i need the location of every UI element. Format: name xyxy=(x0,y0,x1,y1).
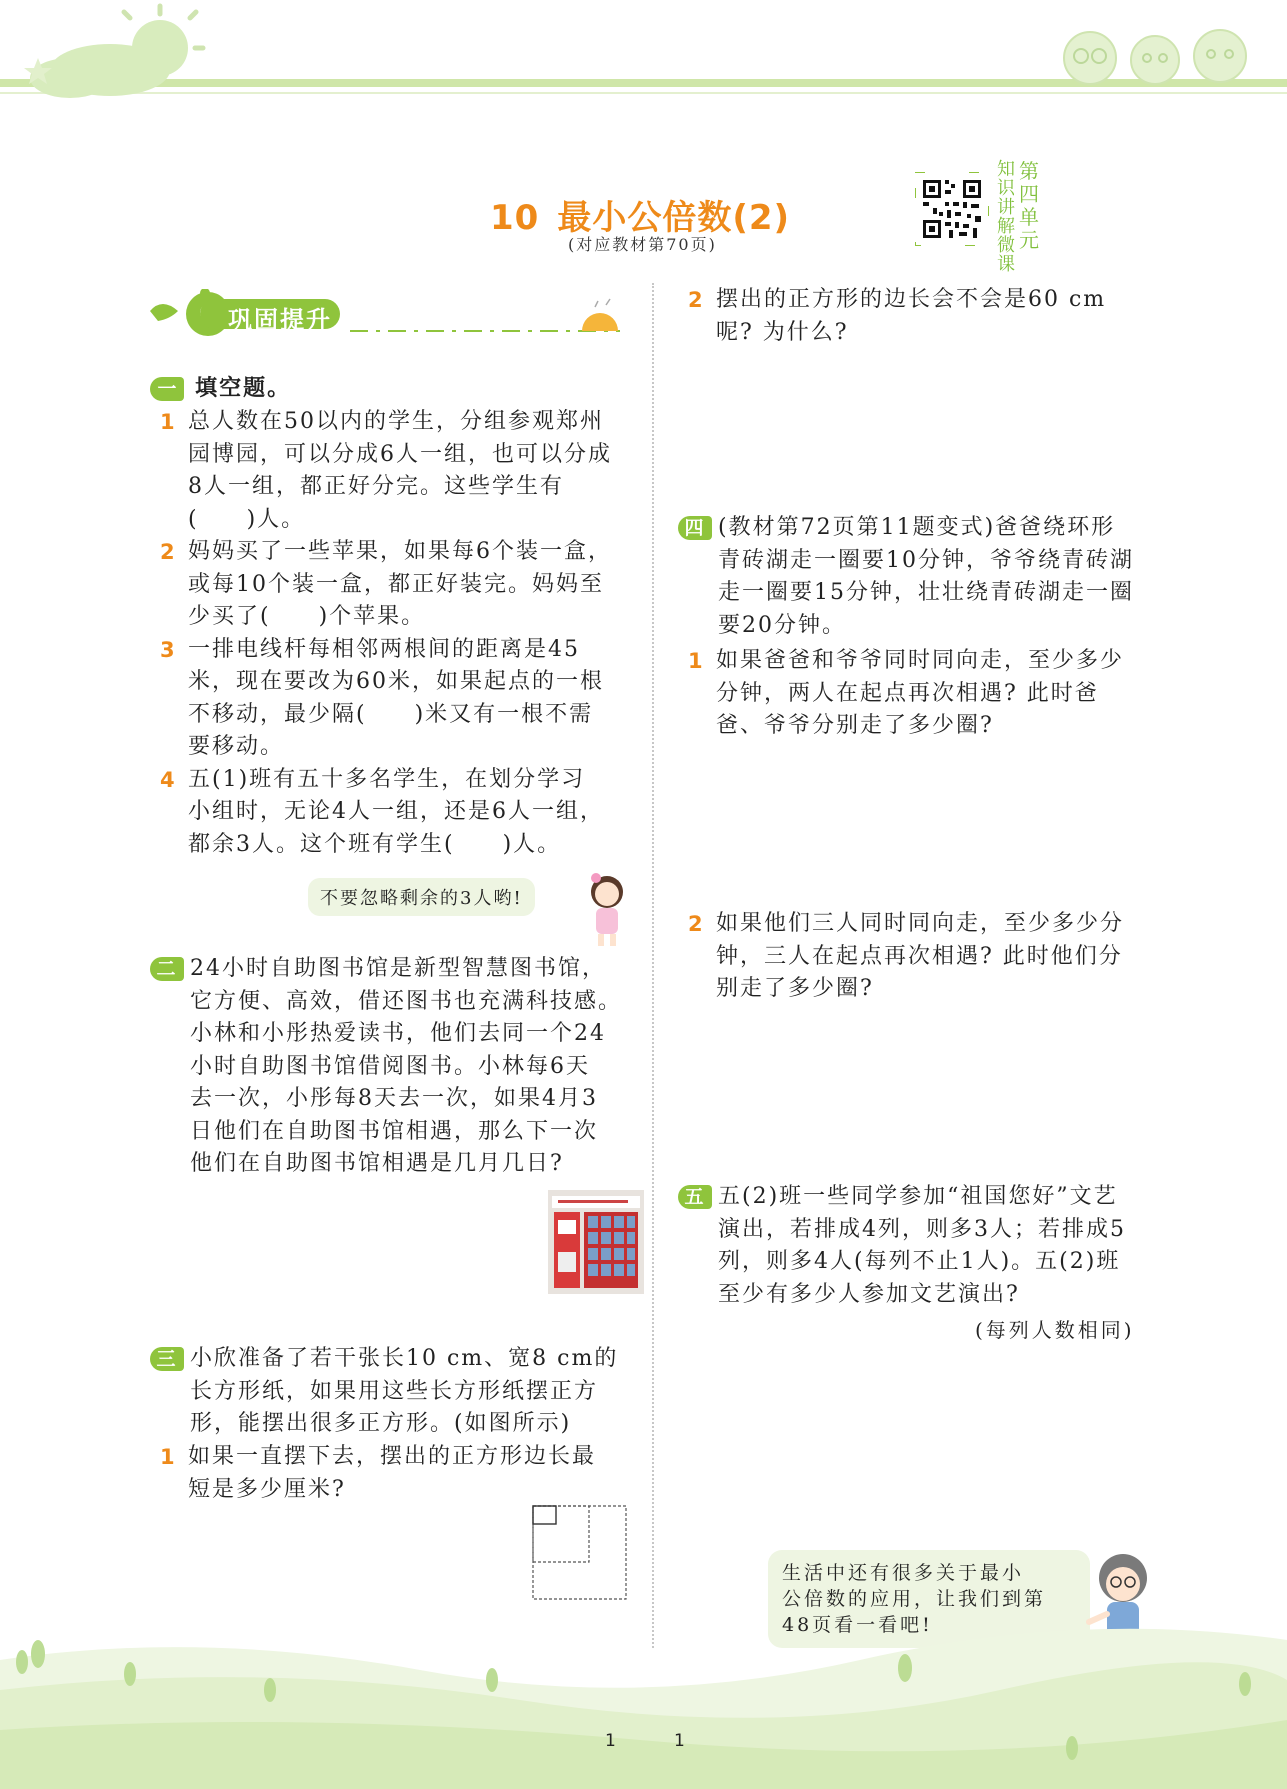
unit-char: 微 xyxy=(997,235,1015,256)
text-line: 爸、爷爷分别走了多少圈? xyxy=(716,713,994,738)
text-line: 妈妈买了一些苹果，如果每6个装一盒， xyxy=(188,539,612,564)
text-line: 去一次，小彤每8天去一次，如果4月3 xyxy=(190,1086,598,1111)
text-line: 走一圈要15分钟，壮壮绕青砖湖走一圈 xyxy=(718,580,1134,605)
unit-char: 元 xyxy=(1019,228,1039,252)
text-line: 他们在自助图书馆相遇是几月几日? xyxy=(190,1151,564,1176)
text-line: 呢? 为什么? xyxy=(716,319,849,345)
unit-char: 知 xyxy=(997,159,1015,180)
text-line: (教材第72页第11题变式)爸爸绕环形 xyxy=(718,515,1116,540)
text-line: 短是多少厘米? xyxy=(188,1476,346,1502)
question-badge: 一 xyxy=(150,377,184,401)
text-line: 别走了多少圈? xyxy=(716,976,874,1001)
text-line: 或每10个装一盒，都正好装完。妈妈至 xyxy=(188,571,604,597)
text-line: ( )人。 xyxy=(188,506,306,532)
unit-label xyxy=(997,160,1038,274)
text-line: 如果一直摆下去，摆出的正方形边长最 xyxy=(188,1444,597,1469)
question-badge: 五 xyxy=(678,1185,712,1209)
unit-char: 解 xyxy=(997,216,1015,237)
text-line: 园博园，可以分成6人一组，也可以分成 xyxy=(188,441,612,467)
list-item xyxy=(160,634,640,764)
text-line: 24小时自助图书馆是新型智慧图书馆， xyxy=(190,956,606,981)
question-2 xyxy=(150,953,640,1181)
item-number: 1 xyxy=(688,649,705,673)
text-line: 列，则多4人(每列不止1人)。五(2)班 xyxy=(718,1249,1121,1274)
list-item xyxy=(160,764,640,862)
unit-char: 讲 xyxy=(997,197,1015,218)
text-line: 要20分钟。 xyxy=(718,612,846,638)
question-4 xyxy=(678,512,1168,642)
text-line: 至少有多少人参加文艺演出? xyxy=(718,1281,1020,1307)
text-line: 钟，三人在起点再次相遇? 此时他们分 xyxy=(716,943,1123,969)
question-badge: 四 xyxy=(678,516,712,540)
question-badge: 三 xyxy=(150,1347,184,1371)
list-item xyxy=(160,536,640,634)
lesson-number: 10 xyxy=(490,198,540,238)
text-line: 小时自助图书馆借阅图书。小林每6天 xyxy=(190,1053,590,1079)
text-line: 8人一组，都正好分完。这些学生有 xyxy=(188,474,564,499)
question-1-items xyxy=(160,406,640,861)
sun-cloud-icon xyxy=(0,0,220,110)
text-line: 一排电线杆每相邻两根间的距离是45 xyxy=(188,636,580,662)
question-badge: 二 xyxy=(150,957,184,981)
question-3-sub-2 xyxy=(688,284,1168,349)
unit-char: 四 xyxy=(1019,182,1039,206)
page-number-right: 1 xyxy=(674,1731,685,1751)
qr-code-icon[interactable] xyxy=(915,172,989,246)
text-line: 48页看一看吧! xyxy=(782,1614,933,1636)
text-line: 五(1)班有五十多名学生，在划分学习 xyxy=(188,766,586,792)
text-line: 分钟，两人在起点再次相遇? 此时爸 xyxy=(716,680,1099,706)
text-line: 如果爸爸和爷爷同时同向走，至少多少 xyxy=(716,648,1125,673)
text-line: 生活中还有很多关于最小 xyxy=(782,1562,1025,1584)
text-line: 日他们在自助图书馆相遇，那么下一次 xyxy=(190,1118,599,1144)
column-divider xyxy=(652,283,654,1648)
item-number: 2 xyxy=(688,288,705,312)
lesson-subtitle: (对应教材第70页) xyxy=(568,235,717,254)
text-line: 总人数在50以内的学生，分组参观郑州 xyxy=(188,409,604,434)
question-4-sub-2 xyxy=(688,908,1168,1006)
item-number: 1 xyxy=(160,410,177,434)
item-number: 2 xyxy=(160,540,177,564)
question-5 xyxy=(678,1181,1168,1311)
question-1-header xyxy=(150,373,291,406)
unit-char: 第 xyxy=(1019,159,1039,183)
list-item xyxy=(160,406,640,536)
text-line: 都余3人。这个班有学生( )人。 xyxy=(188,831,562,857)
squares-diagram xyxy=(532,1505,628,1601)
question-4-sub-1 xyxy=(688,645,1168,743)
library-kiosk-image xyxy=(548,1190,644,1294)
text-line: 形，能摆出很多正方形。(如图所示) xyxy=(190,1411,572,1436)
question-3 xyxy=(150,1343,640,1441)
question-title: 填空题。 xyxy=(195,376,292,401)
page-number-left: 1 xyxy=(605,1731,616,1751)
text-line: 如果他们三人同时同向走，至少多少分 xyxy=(716,911,1125,936)
text-line: 它方便、高效，借还图书也充满科技感。 xyxy=(190,988,623,1014)
text-line: 小林和小彤热爱读书，他们去同一个24 xyxy=(190,1021,606,1046)
girl-character-icon xyxy=(582,870,632,948)
question-5-note: (每列人数相同) xyxy=(975,1318,1135,1342)
section-header xyxy=(150,289,630,339)
item-number: 2 xyxy=(688,912,705,936)
text-line: 演出，若排成4列，则多3人；若排成5 xyxy=(718,1216,1126,1242)
section-title: 巩固提升 xyxy=(228,306,332,334)
hint-bubble: 不要忽略剩余的3人哟! xyxy=(308,878,535,916)
question-3-sub-1 xyxy=(160,1441,640,1506)
item-number: 3 xyxy=(160,637,177,662)
text-line: 不移动，最少隔( )米又有一根不需 xyxy=(188,701,594,727)
hills-landscape xyxy=(0,1600,1287,1789)
unit-char: 识 xyxy=(997,178,1015,199)
text-line: 要移动。 xyxy=(188,734,285,759)
text-line: 公倍数的应用，让我们到第 xyxy=(782,1588,1047,1610)
text-line: 五(2)班一些同学参加“祖国您好”文艺 xyxy=(718,1184,1118,1209)
animal-faces-icon xyxy=(1055,18,1275,88)
unit-char: 单 xyxy=(1019,205,1039,229)
unit-char: 课 xyxy=(997,254,1015,275)
text-line: 米，现在要改为60米，如果起点的一根 xyxy=(188,669,604,694)
text-line: 小欣准备了若干张长10 cm、宽8 cm的 xyxy=(190,1346,619,1371)
text-line: 摆出的正方形的边长会不会是60 cm xyxy=(716,287,1107,312)
text-line: 少买了( )个苹果。 xyxy=(188,604,426,629)
text-line: 青砖湖走一圈要10分钟，爷爷绕青砖湖 xyxy=(718,547,1134,573)
item-number: 1 xyxy=(160,1445,177,1469)
item-number: 4 xyxy=(160,767,177,792)
text-line: 小组时，无论4人一组，还是6人一组， xyxy=(188,799,604,824)
text-line: 长方形纸，如果用这些长方形纸摆正方 xyxy=(190,1378,599,1404)
lesson-title-text: 最小公倍数(2) xyxy=(557,198,791,238)
